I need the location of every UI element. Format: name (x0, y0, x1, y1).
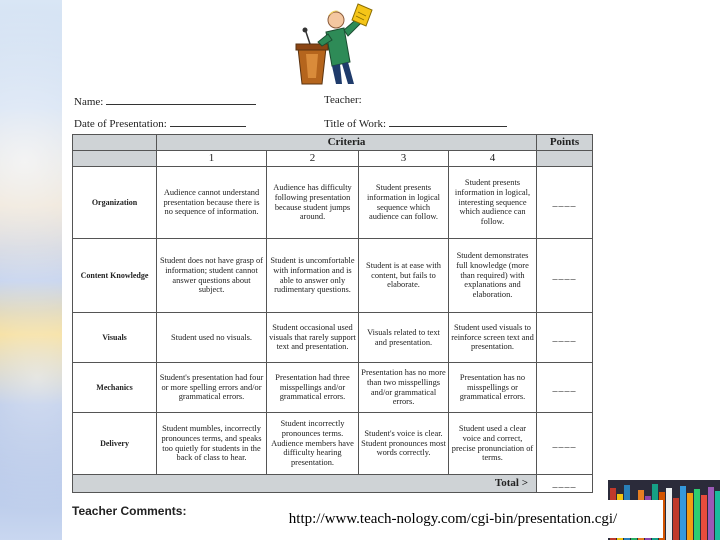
levels-row (73, 151, 593, 167)
points-blank: ____ (537, 239, 593, 313)
name-field-row (74, 94, 256, 108)
rubric-cell: Student's voice is clear. Student pronounces most words correctly. (359, 413, 449, 475)
level-4: 4 (449, 151, 537, 167)
total-points-blank: ____ (537, 475, 593, 493)
decorative-background-strip (0, 0, 62, 540)
title-blank-line (389, 116, 507, 127)
points-header: Points (537, 135, 593, 151)
row-category: Organization (73, 167, 157, 239)
level-3: 3 (359, 151, 449, 167)
row-category: Visuals (73, 313, 157, 363)
points-blank: ____ (537, 313, 593, 363)
blank-points-cell (537, 151, 593, 167)
table-row (73, 413, 593, 475)
rubric-header-row (73, 135, 593, 151)
rubric-cell: Student presents information in logical sequence which audience can follow. (359, 167, 449, 239)
rubric-table (72, 134, 593, 493)
rubric-cell: Student used no visuals. (157, 313, 267, 363)
points-blank: ____ (537, 413, 593, 475)
presenter-clipart-icon (288, 2, 378, 86)
blank-level-cell (73, 151, 157, 167)
teacher-field-row (324, 94, 362, 106)
name-blank-line (106, 94, 256, 105)
rubric-cell: Student's presentation had four or more spelling errors and/or grammatical errors. (157, 363, 267, 413)
table-row (73, 167, 593, 239)
date-field-row (74, 116, 246, 130)
rubric-cell: Student is uncomfortable with information and is able to answer only rudimentary questions. (267, 239, 359, 313)
total-row (73, 475, 593, 493)
rubric-cell: Student incorrectly pronounces terms. Audience members have difficulty hearing presentation. (267, 413, 359, 475)
table-row (73, 313, 593, 363)
rubric-cell: Student is at ease with content, but fails to elaborate. (359, 239, 449, 313)
points-blank: ____ (537, 363, 593, 413)
rubric-cell: Student occasional used visuals that rarely support text and presentation. (267, 313, 359, 363)
row-category: Mechanics (73, 363, 157, 413)
date-blank-line (170, 116, 246, 127)
row-category: Content Knowledge (73, 239, 157, 313)
row-category: Delivery (73, 413, 157, 475)
rubric-cell: Student used visuals to reinforce screen text and presentation. (449, 313, 537, 363)
rubric-cell: Audience has difficulty following presentation because student jumps around. (267, 167, 359, 239)
criteria-header: Criteria (157, 135, 537, 151)
level-1: 1 (157, 151, 267, 167)
source-url-link[interactable]: http://www.teach-nology.com/cgi-bin/presentation.cgi/ (243, 500, 663, 538)
rubric-cell: Student used a clear voice and correct, precise pronunciation of terms. (449, 413, 537, 475)
rubric-cell: Student does not have grasp of information; student cannot answer questions about subject. (157, 239, 267, 313)
rubric-document (72, 90, 597, 520)
rubric-cell: Student mumbles, incorrectly pronounces terms, and speaks too quietly for students in the back of class to hear. (157, 413, 267, 475)
title-label: Title of Work: (324, 118, 387, 130)
rubric-cell: Visuals related to text and presentation. (359, 313, 449, 363)
total-label: Total > (73, 475, 537, 493)
points-blank: ____ (537, 167, 593, 239)
teacher-comments-label: Teacher Comments: (72, 504, 187, 518)
rubric-cell: Student demonstrates full knowledge (more than required) with explanations and elaboration. (449, 239, 537, 313)
blank-header-cell (73, 135, 157, 151)
level-2: 2 (267, 151, 359, 167)
table-row (73, 363, 593, 413)
rubric-cell: Presentation had three misspellings and/or grammatical errors. (267, 363, 359, 413)
title-field-row (324, 116, 507, 130)
rubric-cell: Presentation has no misspellings or grammatical errors. (449, 363, 537, 413)
teacher-label: Teacher: (324, 94, 362, 106)
table-row (73, 239, 593, 313)
date-label: Date of Presentation: (74, 118, 167, 130)
rubric-cell: Audience cannot understand presentation because there is no sequence of information. (157, 167, 267, 239)
name-label: Name: (74, 96, 104, 108)
rubric-cell: Presentation has no more than two misspellings and/or grammatical errors. (359, 363, 449, 413)
rubric-cell: Student presents information in logical, interesting sequence which audience can follow. (449, 167, 537, 239)
